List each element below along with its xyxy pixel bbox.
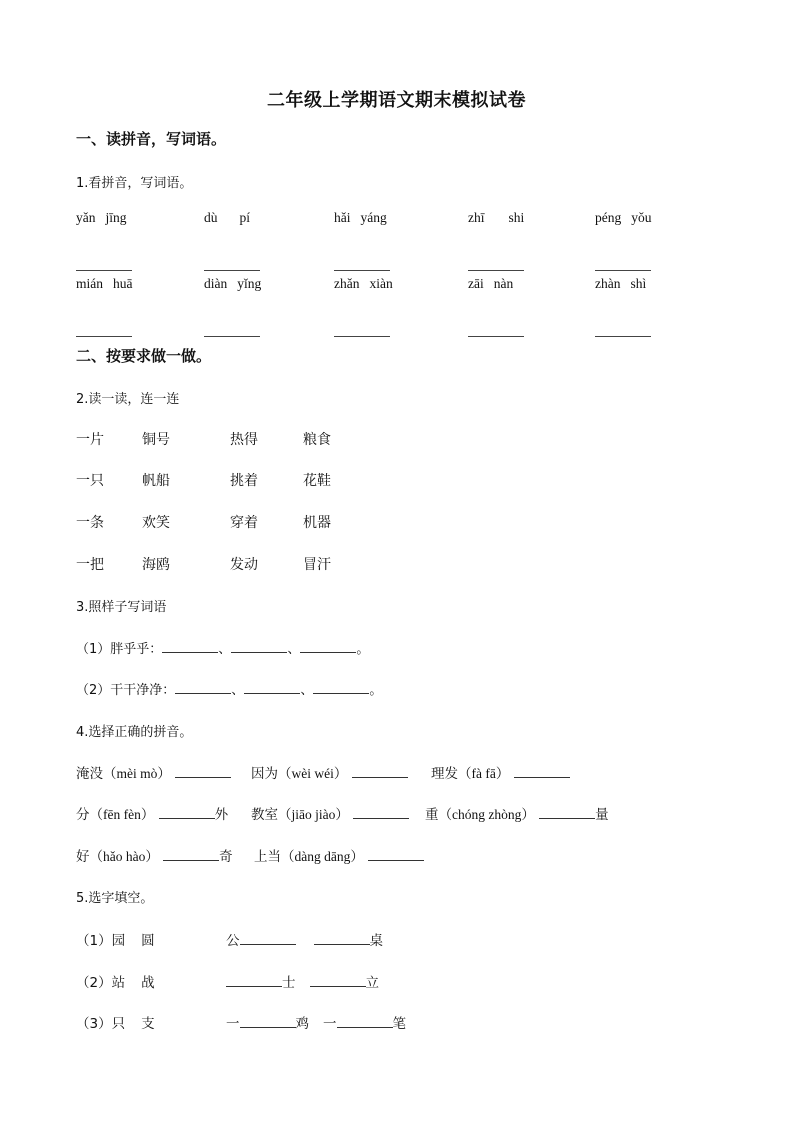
answer-blank[interactable] <box>310 974 366 987</box>
question-4-prompt: 4.选择正确的拼音。 <box>76 725 193 740</box>
match-word[interactable]: 一只 <box>76 473 104 489</box>
answer-blank[interactable] <box>595 322 651 341</box>
match-word[interactable]: 冒汗 <box>303 557 331 573</box>
q5-item-blanks: 公 桌 <box>226 933 383 949</box>
match-word[interactable]: 欢笑 <box>142 515 170 531</box>
q3-item-2: （2）干干净净： 、 、 。 <box>76 683 383 698</box>
pinyin-item: zhàn shì <box>595 276 647 291</box>
match-word[interactable]: 一把 <box>76 557 104 573</box>
q4-item: 好（hǎo hào） 奇 <box>76 849 233 865</box>
pinyin-item: péng yǒu <box>595 210 652 225</box>
match-word[interactable]: 粮食 <box>303 432 331 448</box>
pinyin-item: diàn yǐng <box>204 276 262 291</box>
answer-blank[interactable] <box>300 640 356 653</box>
answer-blank[interactable] <box>468 256 524 275</box>
answer-blank[interactable] <box>240 932 296 945</box>
pinyin-item: dù pí <box>204 210 251 225</box>
answer-blank[interactable] <box>353 806 409 819</box>
answer-blank[interactable] <box>314 932 370 945</box>
match-word[interactable]: 一片 <box>76 432 104 448</box>
answer-blank[interactable] <box>352 765 408 778</box>
answer-blank[interactable] <box>159 806 215 819</box>
answer-blank[interactable] <box>175 765 231 778</box>
pinyin-item: zāi nàn <box>468 276 514 291</box>
q3-item-1: （1）胖乎乎： 、 、 。 <box>76 642 370 657</box>
pinyin-item: zhǎn xiàn <box>334 276 393 291</box>
page-title: 二年级上学期语文期末模拟试卷 <box>267 90 526 111</box>
q4-item: 分（fēn fèn） 外 <box>76 807 229 823</box>
pinyin-item: zhī shi <box>468 210 525 225</box>
q4-item: 淹没（mèi mò） <box>76 762 231 782</box>
answer-blank[interactable] <box>313 681 369 694</box>
q5-item-label: （1）园 圆 <box>76 933 155 949</box>
answer-blank[interactable] <box>76 256 132 275</box>
q4-item: 教室（jiāo jiào） <box>251 803 409 823</box>
match-word[interactable]: 海鸥 <box>142 557 170 573</box>
match-word[interactable]: 发动 <box>230 557 258 573</box>
answer-blank[interactable] <box>595 256 651 275</box>
q5-item-blanks: 一 鸡 一 笔 <box>226 1016 406 1032</box>
answer-blank[interactable] <box>334 322 390 341</box>
q4-item: 重（chóng zhòng） 量 <box>425 807 609 823</box>
answer-blank[interactable] <box>334 256 390 275</box>
q4-item: 因为（wèi wéi） <box>251 762 408 782</box>
match-word[interactable]: 一条 <box>76 515 104 531</box>
q5-item-label: （3）只 支 <box>76 1016 155 1032</box>
answer-blank[interactable] <box>368 848 424 861</box>
q5-item-label: （2）站 战 <box>76 975 155 991</box>
answer-blank[interactable] <box>468 322 524 341</box>
match-word[interactable]: 帆船 <box>142 473 170 489</box>
answer-blank[interactable] <box>175 681 231 694</box>
answer-blank[interactable] <box>204 256 260 275</box>
question-1-prompt: 1.看拼音，写词语。 <box>76 176 193 191</box>
section-heading-2: 二、按要求做一做。 <box>76 347 212 365</box>
answer-blank[interactable] <box>539 806 595 819</box>
pinyin-item: hǎi yáng <box>334 210 387 225</box>
q4-item: 理发（fà fā） <box>431 762 570 782</box>
answer-blank[interactable] <box>514 765 570 778</box>
match-word[interactable]: 铜号 <box>142 432 170 448</box>
answer-blank[interactable] <box>244 681 300 694</box>
match-word[interactable]: 穿着 <box>230 515 258 531</box>
answer-blank[interactable] <box>337 1015 393 1028</box>
pinyin-item: mián huā <box>76 276 133 291</box>
answer-blank[interactable] <box>76 322 132 341</box>
answer-blank[interactable] <box>226 974 282 987</box>
answer-blank[interactable] <box>204 322 260 341</box>
answer-blank[interactable] <box>162 640 218 653</box>
match-word[interactable]: 挑着 <box>230 473 258 489</box>
pinyin-item: yǎn jīng <box>76 210 127 225</box>
q5-item-blanks: 士 立 <box>226 971 379 991</box>
answer-blank[interactable] <box>163 848 219 861</box>
match-word[interactable]: 花鞋 <box>303 473 331 489</box>
answer-blank[interactable] <box>231 640 287 653</box>
answer-blank[interactable] <box>240 1015 296 1028</box>
section-heading-1: 一、读拼音，写词语。 <box>76 130 227 148</box>
question-3-prompt: 3.照样子写词语 <box>76 600 167 615</box>
q4-item: 上当（dàng dāng） <box>254 845 424 865</box>
question-2-prompt: 2.读一读，连一连 <box>76 392 180 407</box>
match-word[interactable]: 热得 <box>230 432 258 448</box>
question-5-prompt: 5.选字填空。 <box>76 891 154 906</box>
match-word[interactable]: 机器 <box>303 515 331 531</box>
